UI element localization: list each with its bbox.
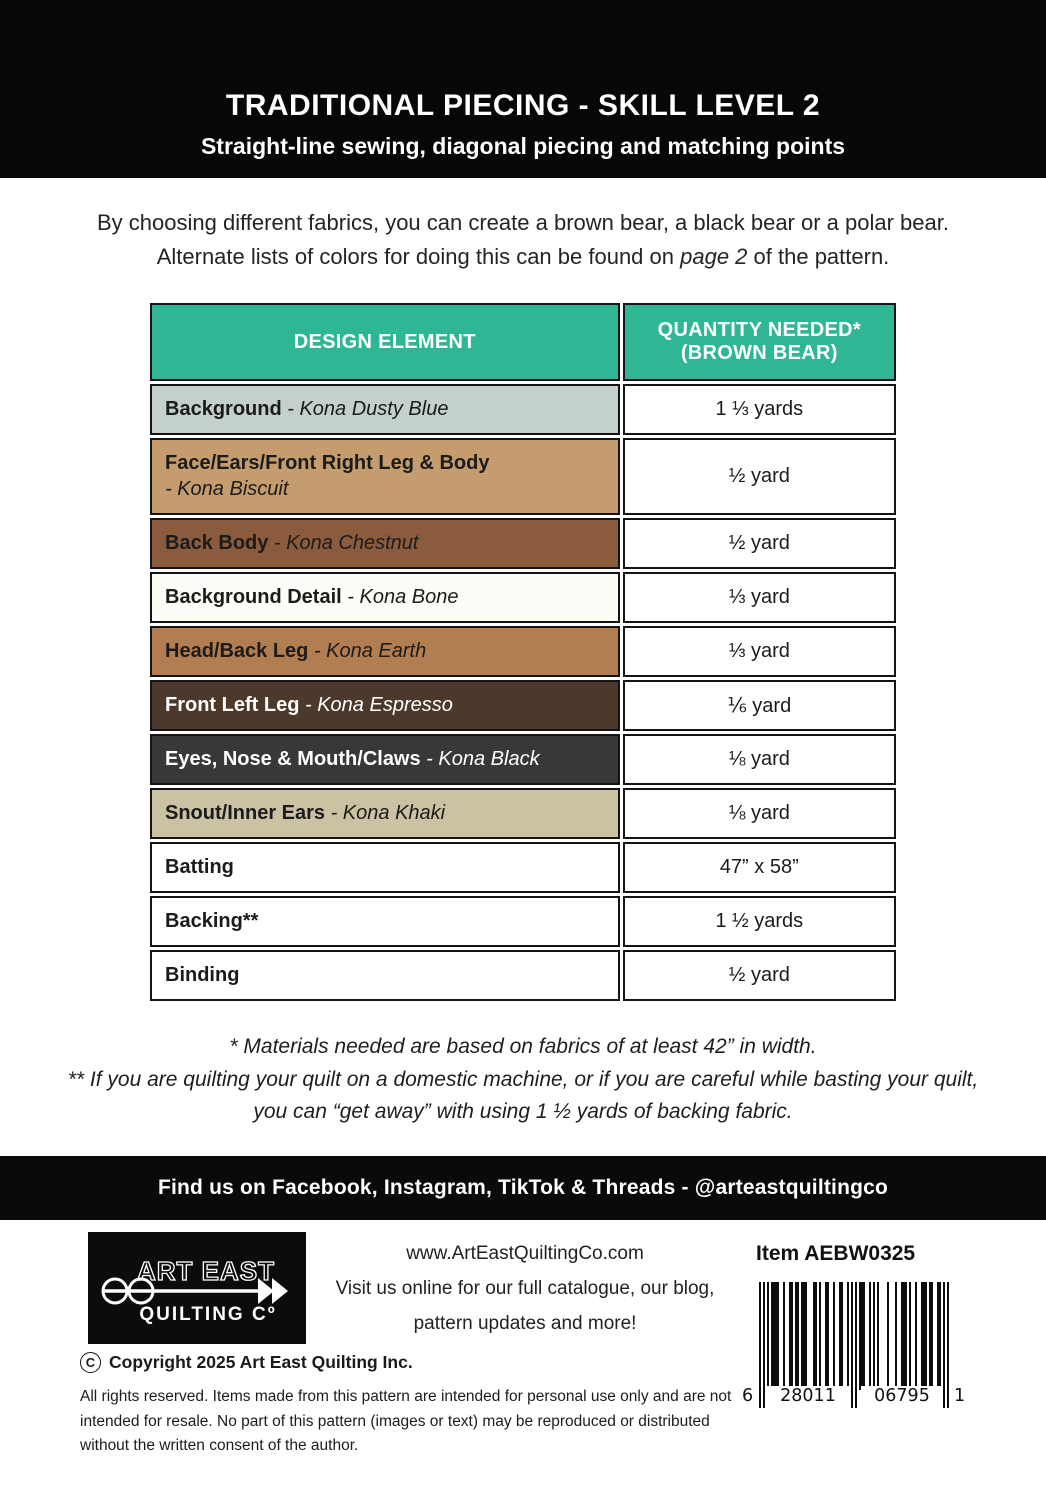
design-element-cell [150, 572, 620, 623]
copyright-line [80, 1352, 745, 1373]
fabric-name: - Kona Dusty Blue [281, 398, 449, 421]
item-number: Item AEBW0325 [756, 1241, 916, 1265]
design-element-name: Back Body [165, 532, 269, 555]
fabric-name: - Kona Biscuit [165, 478, 289, 501]
fabric-name: - Kona Chestnut [268, 532, 419, 555]
footer-website-block [315, 1236, 735, 1341]
quantity-cell: ⅓ yard [623, 626, 896, 677]
design-element-cell [150, 842, 620, 893]
quantity-cell: ⅓ yard [623, 572, 896, 623]
title-band [0, 0, 1046, 178]
logo-text-art-east: ART EAST [137, 1255, 275, 1286]
footer [0, 1220, 1046, 1498]
design-element-name: Background [165, 398, 282, 421]
design-element-cell [150, 518, 620, 569]
social-text: Find us on Facebook, Instagram, TikTok & Threads - @arteastquiltingco [157, 1175, 889, 1199]
design-element-name: Eyes, Nose & Mouth/Claws [165, 748, 421, 771]
table-row [150, 734, 896, 785]
table-row [150, 842, 896, 893]
fabric-name: - Kona Black [420, 748, 540, 771]
table-row [150, 680, 896, 731]
design-element-cell [150, 438, 620, 515]
quantity-cell: ½ yard [623, 438, 896, 515]
rights-text: All rights reserved. Items made from this pattern are intended for personal use only and are not intended for resale. No part of this pattern (images or text) may be reproduced or distributed without the written consent of the author. [80, 1387, 732, 1455]
quantity-cell: ⅙ yard [623, 680, 896, 731]
quantity-cell: 1 ½ yards [623, 896, 896, 947]
column-header-design-element: DESIGN ELEMENT [150, 303, 620, 381]
design-element-cell [150, 680, 620, 731]
barcode-right-digits: 06795 [861, 1386, 943, 1406]
design-element-name: Batting [165, 856, 234, 879]
design-element-cell [150, 626, 620, 677]
table-row [150, 626, 896, 677]
footnotes [63, 1031, 983, 1129]
upc-barcode [742, 1282, 966, 1424]
quantity-header-line1: QUANTITY NEEDED* [657, 319, 861, 342]
design-element-name: Backing** [165, 910, 259, 933]
page-subtitle: Straight-line sewing, diagonal piecing and matching points [200, 133, 846, 159]
website-url: www.ArtEastQuiltingCo.com [406, 1242, 644, 1264]
fabric-name: - Kona Khaki [325, 802, 446, 825]
art-east-logo-graphic [88, 1232, 306, 1344]
footnote-1: * Materials needed are based on fabrics of at least 42” in width. [229, 1035, 817, 1059]
website-blurb: Visit us online for our full catalogue, our blog, pattern updates and more! [335, 1277, 715, 1335]
design-element-name: Front Left Leg [165, 694, 300, 717]
design-element-name: Binding [165, 964, 240, 987]
table-row [150, 438, 896, 515]
barcode-left-digits: 28011 [767, 1386, 849, 1406]
footer-item-block [742, 1242, 982, 1424]
design-element-name: Face/Ears/Front Right Leg & Body [165, 452, 490, 475]
quantity-cell: ⅛ yard [623, 788, 896, 839]
intro-paragraph [83, 206, 963, 274]
table-row [150, 518, 896, 569]
fabric-name: - Kona Bone [341, 586, 459, 609]
table-row [150, 572, 896, 623]
social-band [0, 1156, 1046, 1220]
barcode-check-digit: 1 [954, 1385, 966, 1406]
table-row [150, 384, 896, 435]
intro-emphasis: page 2 [680, 244, 748, 270]
quantity-cell: ½ yard [623, 518, 896, 569]
materials-table-body [150, 384, 896, 1001]
barcode-bar [947, 1282, 949, 1408]
fabric-name: - Kona Earth [308, 640, 427, 663]
fabric-name: - Kona Espresso [299, 694, 453, 717]
quantity-cell: ⅛ yard [623, 734, 896, 785]
barcode-system-digit: 6 [742, 1385, 754, 1406]
design-element-cell [150, 896, 620, 947]
logo-text-quilting-co: QUILTING Cº [139, 1303, 277, 1325]
design-element-cell [150, 950, 620, 1001]
copyright-icon: C [80, 1352, 101, 1373]
materials-table [147, 300, 899, 1004]
page-title: TRADITIONAL PIECING - SKILL LEVEL 2 [225, 89, 821, 122]
quantity-cell: ½ yard [623, 950, 896, 1001]
design-element-name: Background Detail [165, 586, 342, 609]
copyright-block [80, 1352, 745, 1459]
design-element-cell [150, 788, 620, 839]
footnote-2: ** If you are quilting your quilt on a domestic machine, or if you are careful while basting your quilt, you can “get away” with using 1 ½ yards of backing fabric. [67, 1067, 979, 1124]
quantity-header-line2: (BROWN BEAR) [680, 342, 838, 365]
design-element-cell [150, 384, 620, 435]
table-row [150, 788, 896, 839]
copyright-text: Copyright 2025 Art East Quilting Inc. [109, 1351, 413, 1372]
table-row [150, 950, 896, 1001]
quantity-cell: 1 ⅓ yards [623, 384, 896, 435]
table-row [150, 896, 896, 947]
intro-text-1: By choosing different fabrics, you can create a brown bear, a black bear or a polar bear. Alternate lists of colors for doing this can be found on [97, 210, 949, 270]
design-element-name: Snout/Inner Ears [165, 802, 326, 825]
intro-text-2: of the pattern. [747, 244, 890, 270]
design-element-name: Head/Back Leg [165, 640, 309, 663]
column-header-quantity [623, 303, 896, 381]
art-east-logo [88, 1232, 306, 1344]
design-element-cell [150, 734, 620, 785]
table-header-row [150, 303, 896, 381]
quantity-cell: 47” x 58” [623, 842, 896, 893]
